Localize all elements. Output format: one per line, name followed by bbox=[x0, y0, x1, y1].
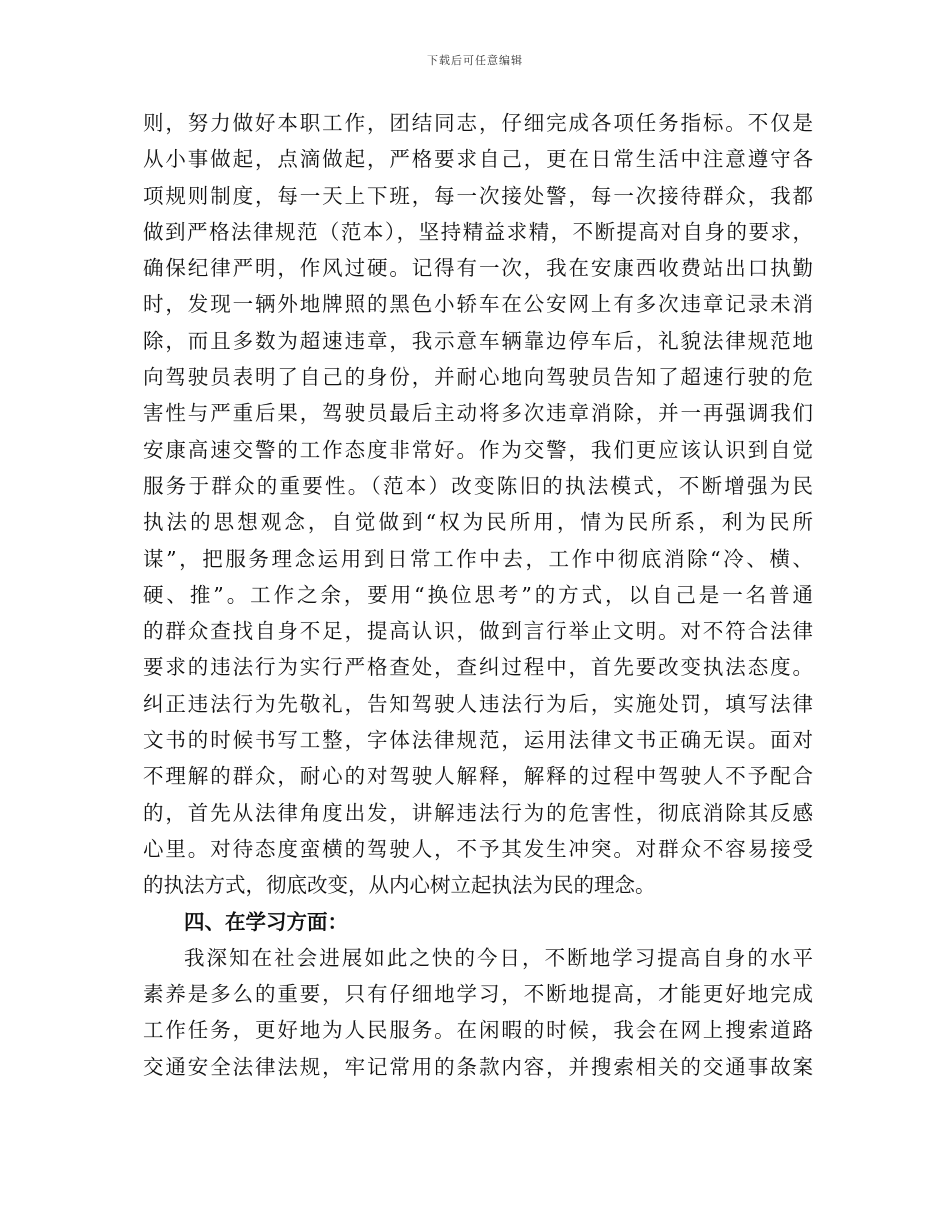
text-line: 确保纪律严明，作风过硬。记得有一次，我在安康西收费站出口执勤 bbox=[143, 256, 813, 281]
text-line: 时，发现一辆外地牌照的黑色小轿车在公安网上有多次违章记录未消 bbox=[143, 292, 813, 317]
text-line: 执法的思想观念，自觉做到“权为民所用，情为民所系，利为民所 bbox=[143, 510, 813, 535]
page-header: 下载后可任意编辑 bbox=[427, 54, 523, 67]
text-line: 素养是多么的重要，只有仔细地学习，不断地提高，才能更好地完成 bbox=[143, 982, 813, 1007]
text-line: 的群众查找自身不足，提高认识，做到言行举止文明。对不符合法律 bbox=[143, 619, 813, 644]
text-line: 做到严格法律规范（范本），坚持精益求精，不断提高对自身的要求， bbox=[143, 219, 813, 244]
text-line: 工作任务，更好地为人民服务。在闲暇的时候，我会在网上搜索道路 bbox=[143, 1018, 813, 1043]
text-line: 不理解的群众，耐心的对驾驶人解释，解释的过程中驾驶人不予配合 bbox=[143, 764, 813, 789]
document-body bbox=[143, 105, 813, 1085]
text-line: 心里。对待态度蛮横的驾驶人，不予其发生冲突。对群众不容易接受 bbox=[143, 836, 813, 861]
text-line: 硬、推”。工作之余，要用“换位思考”的方式，以自己是一名普通 bbox=[143, 582, 813, 607]
text-line: 除，而且多数为超速违章，我示意车辆靠边停车后，礼貌法律规范地 bbox=[143, 328, 813, 353]
paragraph-study bbox=[143, 940, 813, 1085]
text-line: 安康高速交警的工作态度非常好。作为交警，我们更应该认识到自觉 bbox=[143, 437, 813, 462]
text-line: 的执法方式，彻底改变，从内心树立起执法为民的理念。 bbox=[143, 873, 656, 898]
text-line: 项规则制度，每一天上下班，每一次接处警，每一次接待群众，我都 bbox=[143, 183, 813, 208]
text-line: 从小事做起，点滴做起，严格要求自己，更在日常生活中注意遵守各 bbox=[143, 147, 813, 172]
text-line: 要求的违法行为实行严格查处，查纠过程中，首先要改变执法态度。 bbox=[143, 655, 813, 680]
text-line: 文书的时候书写工整，字体法律规范，运用法律文书正确无误。面对 bbox=[143, 728, 813, 753]
paragraph-conduct bbox=[143, 105, 813, 904]
text-line: 纠正违法行为先敬礼，告知驾驶人违法行为后，实施处罚，填写法律 bbox=[143, 691, 813, 716]
text-line: 交通安全法律法规，牢记常用的条款内容，并搜索相关的交通事故案 bbox=[143, 1054, 813, 1079]
text-line: 我深知在社会进展如此之快的今日，不断地学习提高自身的水平 bbox=[184, 945, 813, 970]
text-line: 谋”，把服务理念运用到日常工作中去，工作中彻底消除“冷、横、 bbox=[143, 546, 813, 571]
text-line: 向驾驶员表明了自己的身份，并耐心地向驾驶员告知了超速行驶的危 bbox=[143, 365, 813, 390]
section-heading: 四、在学习方面： bbox=[184, 909, 348, 934]
text-line: 服务于群众的重要性。（范本）改变陈旧的执法模式，不断增强为民 bbox=[143, 473, 813, 498]
text-line: 则，努力做好本职工作，团结同志，仔细完成各项任务指标。不仅是 bbox=[143, 111, 813, 135]
text-line: 的，首先从法律角度出发，讲解违法行为的危害性，彻底消除其反感 bbox=[143, 800, 813, 825]
text-line: 害性与严重后果，驾驶员最后主动将多次违章消除，并一再强调我们 bbox=[143, 401, 813, 426]
